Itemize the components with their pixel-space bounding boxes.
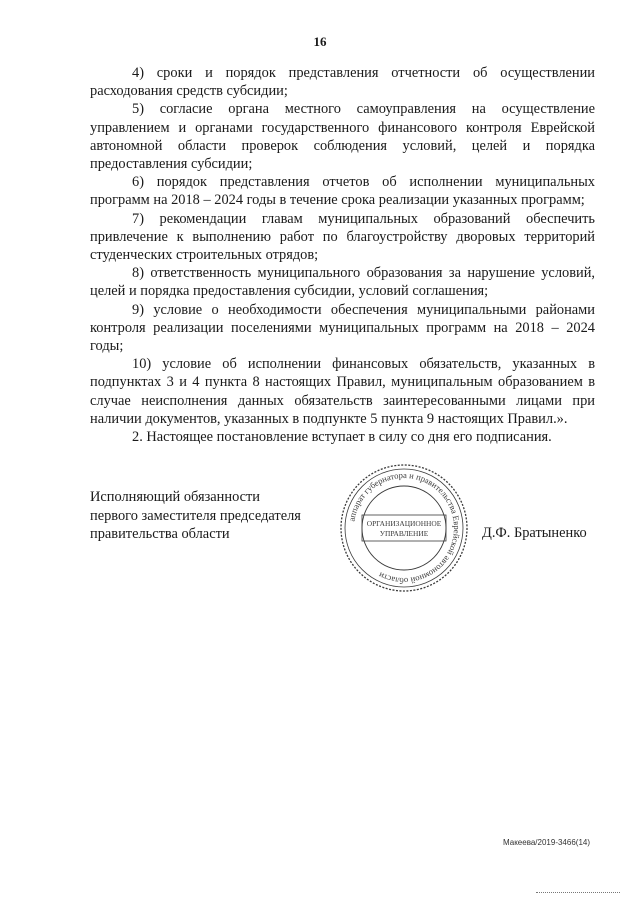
effective-date-clause: 2. Настоящее постановление вступает в силу со дня его подписания. xyxy=(132,429,552,446)
seal-graphic xyxy=(338,462,470,594)
footer-rule xyxy=(536,892,620,893)
clause-5: 5) согласие органа местного самоуправления на осуществление управлением и органами государственного финансового контроля Еврейской автономной области проверок соблюдения условий, целей и порядка предоставления субсидии; xyxy=(90,101,595,173)
signer-position-line-3: правительства области xyxy=(90,526,230,542)
document-body xyxy=(90,64,595,446)
clause-9: 9) условие о необходимости обеспечения муниципальными районами контроля реализации поселениями муниципальных программ на 2018 – 2024 годы; xyxy=(90,301,595,355)
clause-6: 6) порядок представления отчетов об исполнении муниципальных программ на 2018 – 2024 годы в течение срока реализации указанных программ; xyxy=(90,174,595,209)
seal-center-line-2: УПРАВЛЕНИЕ xyxy=(379,529,429,538)
signer-position-line-1: Исполняющий обязанности xyxy=(90,489,261,505)
seal-ring-text: аппарат губернатора и правительства Еврейской автономной области xyxy=(346,469,463,587)
seal-center-line-1: ОРГАНИЗАЦИОННОЕ xyxy=(366,519,442,528)
signer-position-line-2: первого заместителя председателя xyxy=(90,507,301,524)
clause-10: 10) условие об исполнении финансовых обязательств, указанных в подпунктах 3 и 4 пункта 8 настоящих Правил, муниципальным образованием в случае неисполнения данных обязательств заинтересованными лицами при наличии документов, указанных в подпункте 5 пункта 9 настоящих Правил.». xyxy=(90,356,595,427)
clause-7: 7) рекомендации главам муниципальных образований обеспечить привлечение к выполнению работ по благоустройству дворовых территорий студенческих строительных отрядов; xyxy=(90,210,595,264)
signature-block xyxy=(90,488,301,544)
page-number: 16 xyxy=(313,34,327,49)
signer-name: Д.Ф. Братыненко xyxy=(482,525,587,541)
official-seal xyxy=(338,462,470,594)
clause-4: 4) сроки и порядок представления отчетности об осуществлении расходования средств субсидии; xyxy=(90,65,595,100)
clause-8: 8) ответственность муниципального образования за нарушение условий, целей и порядка предоставления субсидии, условий соглашения; xyxy=(90,265,595,300)
document-reference: Макеева/2019-3466(14) xyxy=(503,838,591,847)
